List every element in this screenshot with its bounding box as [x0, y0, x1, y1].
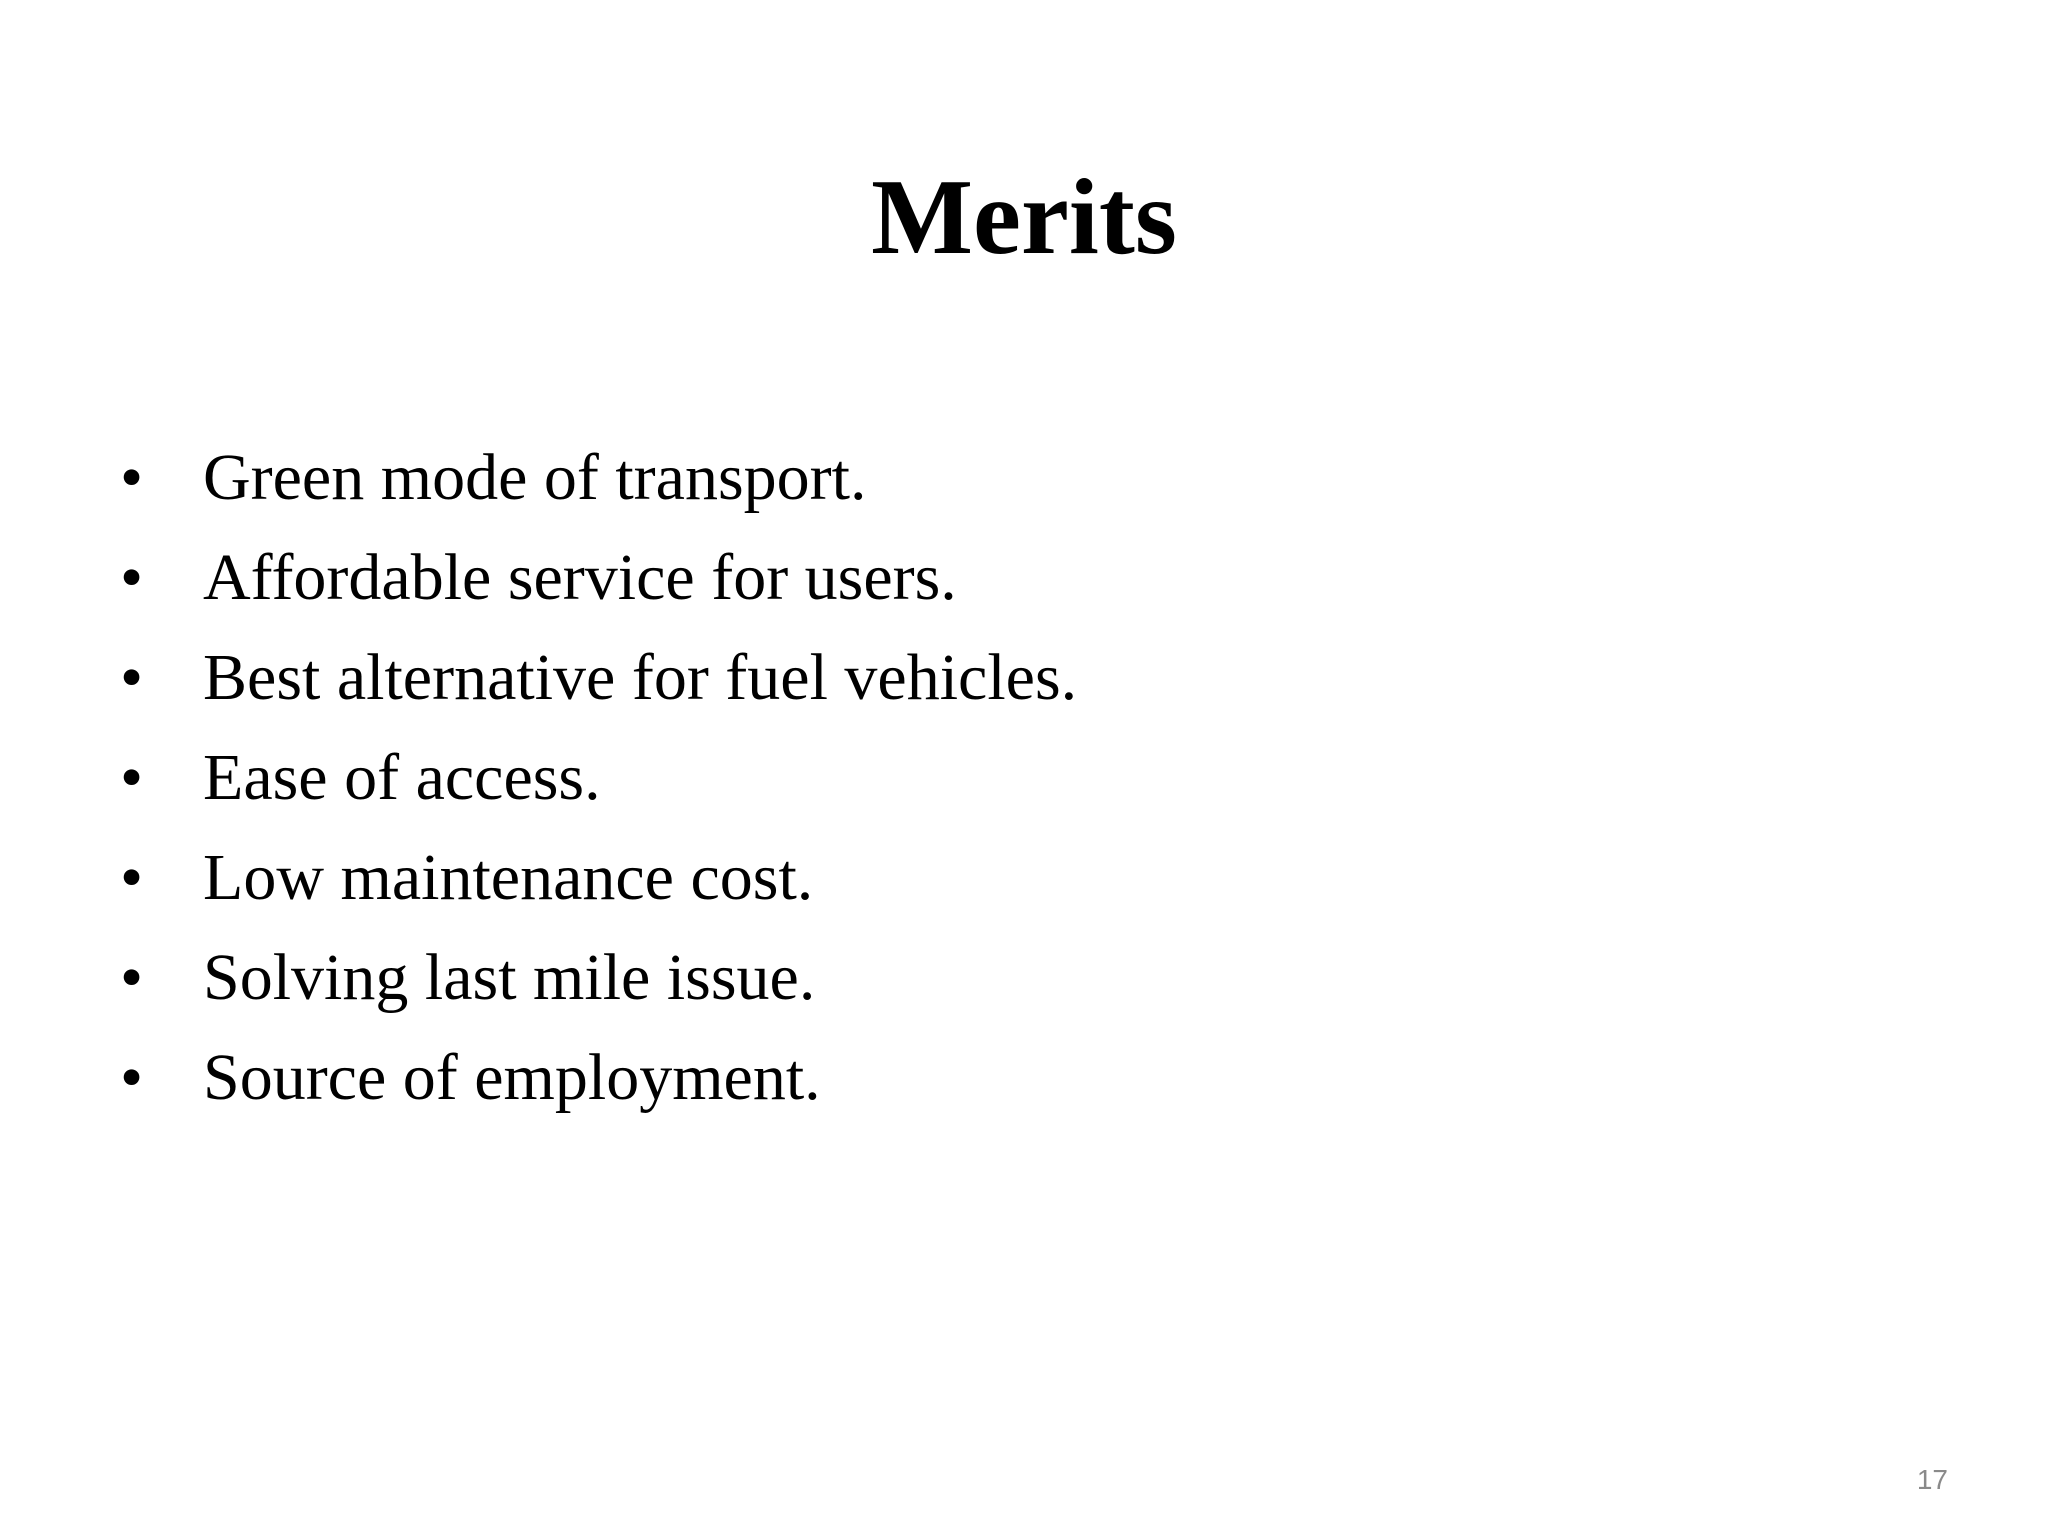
bullet-text: Green mode of transport. — [203, 441, 867, 514]
bullet-text: Source of employment. — [203, 1041, 821, 1114]
bullet-text: Ease of access. — [203, 741, 601, 814]
bullet-icon: • — [120, 941, 144, 1014]
bullet-icon: • — [120, 541, 144, 614]
bullet-icon: • — [120, 441, 144, 514]
bullet-icon: • — [120, 741, 144, 814]
bullet-text: Affordable service for users. — [203, 541, 957, 614]
bullet-text: Solving last mile issue. — [203, 941, 816, 1014]
bullet-icon: • — [120, 641, 144, 714]
slide-title: Merits — [871, 158, 1177, 277]
page-number: 17 — [1916, 1464, 1948, 1495]
bullet-icon: • — [120, 841, 144, 914]
bullet-text: Low maintenance cost. — [203, 841, 814, 914]
bullet-icon: • — [120, 1041, 144, 1114]
bullet-text: Best alternative for fuel vehicles. — [203, 641, 1078, 714]
